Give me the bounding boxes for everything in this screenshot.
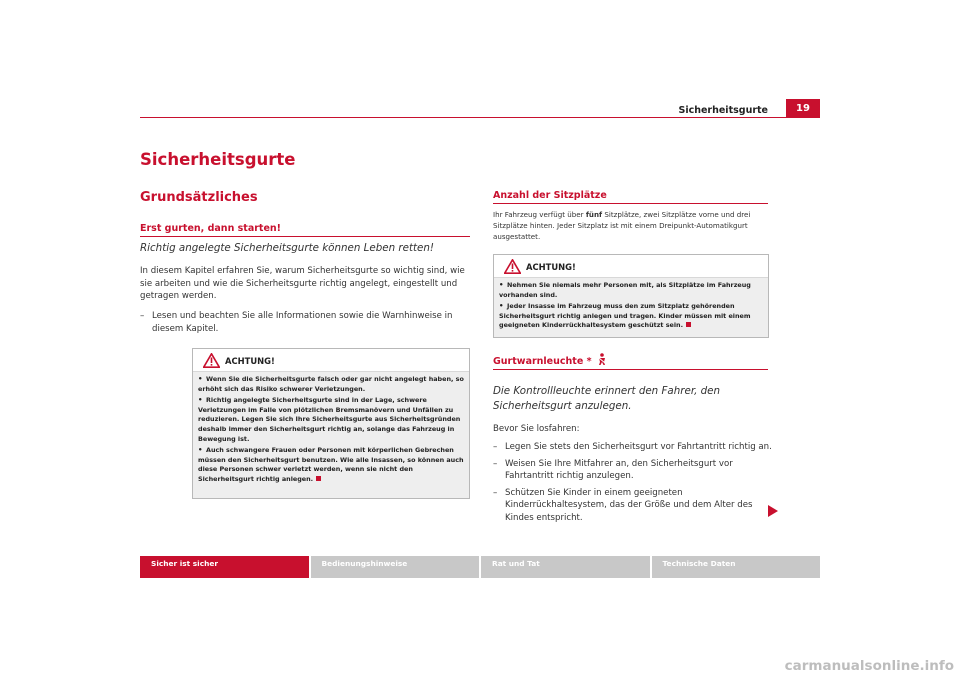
list-dash: – — [493, 487, 498, 498]
lead-left: Richtig angelegte Sicherheitsgurte können Leben retten! — [140, 242, 435, 254]
warning-item: • Auch schwangere Frauen oder Personen mit körperlichen Gebrechen müssen den Sicherheitsgurt benutzen. Wie alle Insassen, so können auch diese Personen schwer verletzt werden, wenn sie nicht den Sicherheitsgurt richtig anlegen. — [198, 446, 464, 483]
warning-body — [499, 281, 763, 333]
list-item — [140, 310, 475, 335]
running-header: Sicherheitsgurte — [678, 105, 768, 116]
list-item-text: Lesen und beachten Sie alle Informationen sowie die Warnhinweise in diesem Kapitel. — [152, 311, 453, 334]
end-marker — [316, 476, 321, 481]
tab-sicher-ist-sicher[interactable]: Sicher ist sicher — [140, 556, 309, 578]
list-item — [493, 487, 778, 525]
belt-instruction-list — [493, 441, 778, 529]
intro-left: In diesem Kapitel erfahren Sie, warum Sicherheitsgurte so wichtig sind, wie sie arbeiten und wie die Sicherheitsgurte richtig angelegt, eingestellt und getragen werden. — [140, 266, 465, 302]
tab-rat-und-tat[interactable]: Rat und Tat — [481, 556, 650, 578]
continue-arrow-icon[interactable] — [768, 505, 778, 517]
subhead-gurtwarnleuchte: Gurtwarnleuchte * — [493, 353, 768, 370]
seatbelt-person-icon — [597, 353, 607, 366]
tab-bedienungshinweise[interactable]: Bedienungshinweise — [311, 556, 480, 578]
intro-right: Bevor Sie losfahren: — [493, 424, 580, 434]
list-item-text: Schützen Sie Kinder in einem geeigneten Kinderrückhaltesystem, das der Größe und dem Alter des Kindes entspricht. — [505, 487, 753, 523]
list-dash: – — [493, 458, 498, 469]
list-dash: – — [140, 311, 145, 321]
subhead-sitzplaetze: Anzahl der Sitzplätze — [493, 190, 768, 204]
subhead-erst-gurten: Erst gurten, dann starten! — [140, 223, 470, 237]
warning-label: ACHTUNG! — [225, 356, 275, 366]
warning-triangle-icon — [203, 353, 220, 368]
end-marker — [686, 322, 691, 327]
warning-label: ACHTUNG! — [526, 262, 576, 272]
lead-right: Die Kontrollleuchte erinnert den Fahrer, den Sicherheitsgurt anzulegen. — [493, 385, 721, 412]
seats-text: Ihr Fahrzeug verfügt über fünf Sitzplätze, zwei Sitzplätze vorne und drei Sitzplätze hinten. Jeder Sitzplatz ist mit einem Dreipunkt-Automatikgurt ausgestattet. — [493, 210, 751, 241]
list-item-text: Weisen Sie Ihre Mitfahrer an, den Sicherheitsgurt vor Fahrtantritt richtig anzulegen. — [505, 458, 733, 482]
instruction-list — [140, 310, 475, 339]
list-item-text: Legen Sie stets den Sicherheitsgurt vor Fahrtantritt richtig an. — [505, 442, 772, 452]
tab-technische-daten[interactable]: Technische Daten — [652, 556, 821, 578]
header-rule — [140, 117, 820, 118]
warning-triangle-icon — [504, 259, 521, 274]
warning-box-left — [192, 348, 470, 499]
warning-box-right — [493, 254, 769, 338]
list-item — [493, 441, 778, 454]
warning-item: • Nehmen Sie niemals mehr Personen mit, als Sitzplätze im Fahrzeug vorhanden sind. — [499, 281, 751, 299]
warning-header — [494, 255, 768, 278]
warning-header — [193, 349, 469, 372]
warning-item: • Richtig angelegte Sicherheitsgurte sind in der Lage, schwere Verletzungen im Falle von plötzlichen Bremsmanövern und Unfällen zu reduzieren. Legen Sie sich Ihre Sicherheitsgurte aus Sicherheitsgründen deshalb immer den Sicherheitsgurt richtig an, solange das Fahrzeug in Bewegung ist. — [198, 396, 461, 443]
watermark: carmanualsonline.info — [784, 658, 954, 674]
chapter-title: Sicherheitsgurte — [140, 150, 296, 169]
warning-item: • Jeder Insasse im Fahrzeug muss den zum Sitzplatz gehörenden Sicherheitsgurt richtig anlegen und tragen. Kinder müssen mit einem geeigneten Kinderrückhaltesystem geschützt sein. — [499, 302, 751, 330]
list-dash: – — [493, 442, 498, 452]
section-title: Grundsätzliches — [140, 190, 258, 205]
list-item — [493, 458, 778, 483]
warning-item: • Wenn Sie die Sicherheitsgurte falsch oder gar nicht angelegt haben, so erhöht sich das Risiko schwerer Verletzungen. — [198, 375, 464, 393]
footer-tabs — [140, 556, 820, 578]
page-number: 19 — [786, 99, 820, 118]
warning-body — [198, 375, 464, 487]
